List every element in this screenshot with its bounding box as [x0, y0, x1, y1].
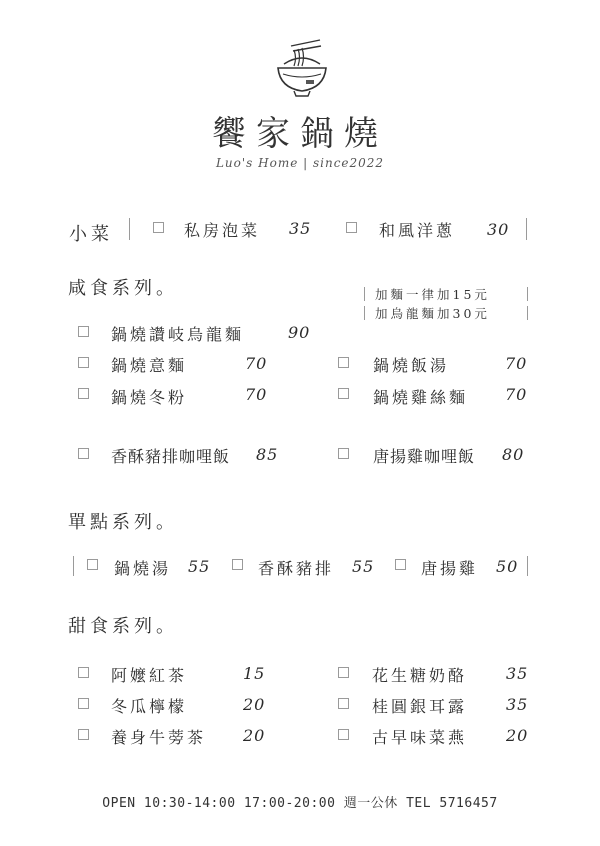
checkbox-icon[interactable] — [338, 729, 349, 740]
footer-hours: OPEN 10:30-14:00 17:00-20:00 週一公休 TEL 5716457 — [102, 796, 498, 811]
menu-item-price: 35 — [506, 695, 529, 714]
menu-item-price: 50 — [496, 557, 519, 576]
menu-item-name: 鍋燒冬粉 — [111, 388, 188, 407]
menu-item-price: 55 — [188, 557, 211, 576]
checkbox-icon[interactable] — [78, 388, 89, 399]
checkbox-icon[interactable] — [338, 388, 349, 399]
checkbox-icon[interactable] — [338, 357, 349, 368]
menu-item-price: 70 — [245, 354, 268, 373]
checkbox-icon[interactable] — [395, 559, 406, 570]
menu-item-price: 55 — [352, 557, 375, 576]
checkbox-icon[interactable] — [78, 729, 89, 740]
menu-item-price: 35 — [289, 219, 312, 238]
menu-item-name: 養身牛蒡茶 — [111, 728, 207, 747]
menu-item-name: 香酥豬排咖哩飯 — [111, 447, 231, 466]
checkbox-icon[interactable] — [338, 448, 349, 459]
menu-item-name: 鍋燒飯湯 — [373, 356, 450, 375]
section-title-sweet: 甜食系列。 — [68, 616, 178, 637]
menu-item-name: 鍋燒讚岐烏龍麵 — [111, 325, 245, 344]
note-noodle-addon: 加麵一律加15元 — [375, 287, 490, 302]
menu-item-price: 85 — [256, 445, 279, 464]
menu-item-name: 阿嬤紅茶 — [111, 666, 188, 685]
menu-item-price: 35 — [506, 664, 529, 683]
menu-item-name: 古早味菜燕 — [372, 728, 468, 747]
menu-item-name: 和風洋蔥 — [379, 221, 456, 240]
menu-item-price: 30 — [487, 220, 510, 239]
section-title-savory: 咸食系列。 — [68, 278, 178, 299]
menu-item-name: 私房泡菜 — [184, 221, 261, 240]
brand-subtitle: Luo's Home | since2022 — [215, 156, 385, 170]
menu-item-name: 花生糖奶酪 — [372, 666, 468, 685]
menu-item-price: 70 — [245, 385, 268, 404]
divider — [527, 287, 528, 301]
checkbox-icon[interactable] — [232, 559, 243, 570]
checkbox-icon[interactable] — [338, 667, 349, 678]
menu-item-name: 桂圓銀耳露 — [372, 697, 468, 716]
divider — [527, 556, 528, 576]
checkbox-icon[interactable] — [78, 326, 89, 337]
menu-item-name: 冬瓜檸檬 — [111, 697, 188, 716]
divider — [527, 306, 528, 320]
menu-item-name: 香酥豬排 — [258, 559, 335, 578]
menu-item-price: 70 — [505, 385, 528, 404]
checkbox-icon[interactable] — [78, 448, 89, 459]
checkbox-icon[interactable] — [78, 667, 89, 678]
noodle-bowl-icon — [274, 38, 330, 100]
divider — [364, 287, 365, 301]
menu-item-name: 鍋燒意麵 — [111, 356, 188, 375]
divider — [73, 556, 74, 576]
checkbox-icon[interactable] — [78, 698, 89, 709]
menu-item-name: 鍋燒雞絲麵 — [373, 388, 469, 407]
note-udon-addon: 加烏龍麵加30元 — [375, 306, 490, 321]
divider — [129, 218, 130, 240]
menu-item-name: 鍋燒湯 — [114, 559, 172, 578]
menu-item-price: 80 — [502, 445, 525, 464]
checkbox-icon[interactable] — [338, 698, 349, 709]
menu-item-price: 90 — [288, 323, 311, 342]
menu-item-price: 70 — [505, 354, 528, 373]
divider — [526, 218, 527, 240]
menu-item-name: 唐揚雞 — [421, 559, 479, 578]
checkbox-icon[interactable] — [346, 222, 357, 233]
menu-item-name: 唐揚雞咖哩飯 — [373, 447, 476, 466]
checkbox-icon[interactable] — [78, 357, 89, 368]
divider — [364, 306, 365, 320]
menu-item-price: 20 — [243, 726, 266, 745]
menu-item-price: 20 — [506, 726, 529, 745]
brand-title: 饗家鍋燒 — [212, 114, 388, 154]
checkbox-icon[interactable] — [87, 559, 98, 570]
section-title-single: 單點系列。 — [68, 512, 178, 533]
menu-item-price: 20 — [243, 695, 266, 714]
checkbox-icon[interactable] — [153, 222, 164, 233]
section-title-sides: 小菜 — [69, 224, 113, 245]
menu-item-price: 15 — [243, 664, 266, 683]
